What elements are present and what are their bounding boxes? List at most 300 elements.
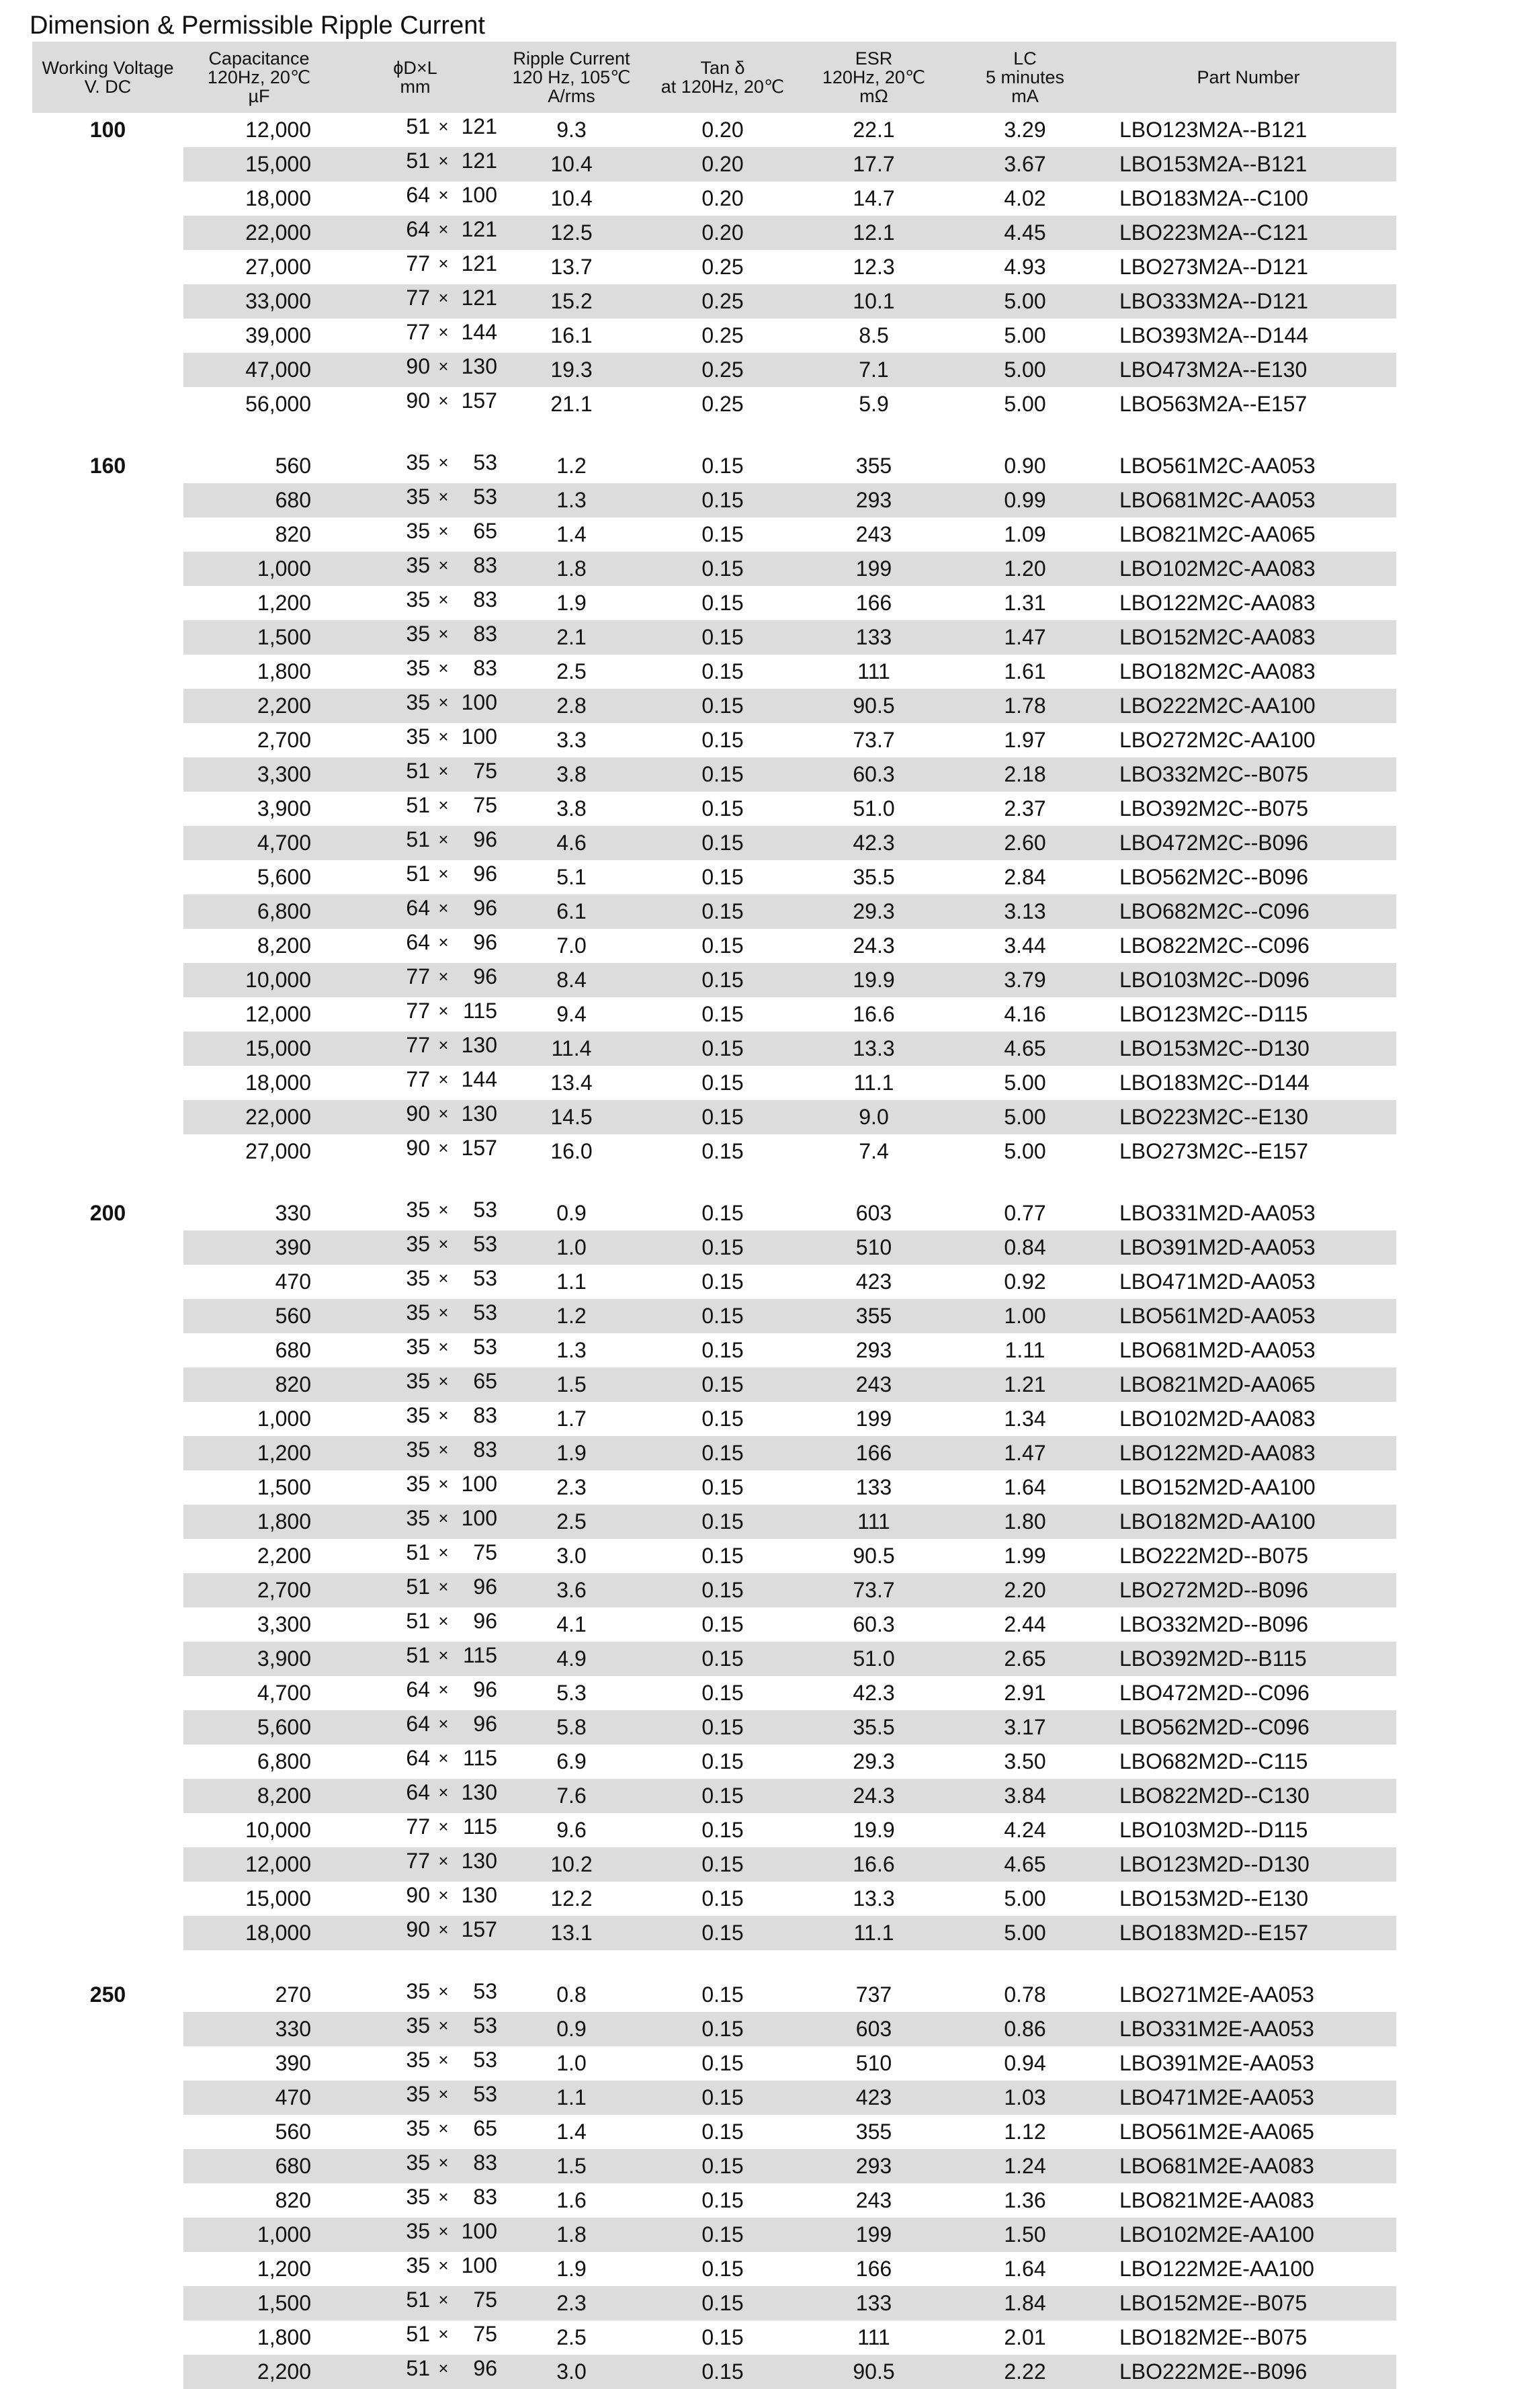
esr-cell: 10.1 bbox=[798, 284, 949, 319]
leakage-current-cell: 5.00 bbox=[949, 1916, 1101, 1950]
table-row bbox=[32, 353, 1396, 387]
tan-delta-cell: 0.15 bbox=[701, 591, 744, 615]
times-symbol: × bbox=[438, 452, 449, 472]
leakage-current-cell: 1.12 bbox=[1004, 2120, 1046, 2144]
ripple-current-cell: 3.0 bbox=[496, 2355, 647, 2389]
working-voltage-cell bbox=[32, 1676, 183, 1710]
dimension-cell bbox=[335, 353, 496, 387]
dimension-cell bbox=[335, 517, 496, 552]
header-line: ESR bbox=[855, 48, 893, 69]
capacitance-cell: 470 bbox=[183, 2081, 335, 2115]
ripple-current-cell: 4.9 bbox=[496, 1642, 647, 1676]
table-row bbox=[32, 963, 1396, 997]
length-value: 75 bbox=[473, 2322, 497, 2346]
working-voltage-cell bbox=[32, 1368, 183, 1402]
capacitance-cell: 18,000 bbox=[245, 1071, 311, 1095]
diameter-value: 35 bbox=[406, 485, 430, 509]
table-row bbox=[32, 757, 1396, 792]
working-voltage-cell bbox=[32, 860, 183, 894]
leakage-current-cell: 3.67 bbox=[949, 147, 1101, 181]
part-number-cell: LBO123M2A--B121 bbox=[1119, 118, 1308, 142]
part-number-cell: LBO681M2C-AA053 bbox=[1101, 483, 1396, 517]
leakage-current-cell: 0.84 bbox=[949, 1230, 1101, 1265]
length-value: 130 bbox=[461, 1101, 497, 1126]
esr-cell: 111 bbox=[857, 2325, 890, 2349]
dimension-value bbox=[395, 1847, 506, 1875]
tan-delta-cell: 0.15 bbox=[701, 1749, 744, 1773]
diameter-value: 35 bbox=[406, 2082, 430, 2106]
table-row bbox=[32, 1368, 1396, 1402]
part-number-cell: LBO332M2D--B096 bbox=[1119, 1612, 1309, 1636]
capacitance-cell: 1,500 bbox=[183, 620, 335, 655]
working-voltage-cell bbox=[32, 2012, 183, 2046]
length-value: 83 bbox=[473, 2185, 497, 2209]
tan-delta-cell: 0.15 bbox=[647, 1368, 798, 1402]
part-number-cell: LBO273M2C--E157 bbox=[1119, 1139, 1309, 1163]
dimension-value bbox=[395, 2081, 506, 2108]
esr-cell: 111 bbox=[857, 659, 890, 683]
dimension-value bbox=[395, 517, 506, 545]
length-value: 96 bbox=[473, 930, 497, 954]
capacitance-cell: 1,000 bbox=[183, 2218, 335, 2252]
dimension-value bbox=[395, 2115, 506, 2142]
part-number-cell: LBO332M2C--B075 bbox=[1101, 757, 1396, 792]
table-row bbox=[32, 181, 1396, 216]
esr-cell: 737 bbox=[855, 1982, 892, 2007]
leakage-current-cell: 2.91 bbox=[1004, 1681, 1046, 1705]
part-number-cell: LBO271M2E-AA053 bbox=[1119, 1982, 1314, 2007]
dimension-value bbox=[395, 284, 506, 312]
ripple-current-cell: 9.6 bbox=[556, 1818, 587, 1842]
capacitance-cell: 15,000 bbox=[183, 1032, 335, 1066]
leakage-current-cell: 4.16 bbox=[1004, 1002, 1046, 1026]
part-number-cell: LBO392M2D--B115 bbox=[1101, 1642, 1396, 1676]
capacitance-cell: 330 bbox=[183, 2012, 335, 2046]
capacitance-cell: 6,800 bbox=[257, 1749, 311, 1773]
diameter-value: 35 bbox=[406, 690, 430, 714]
times-symbol: × bbox=[438, 2152, 449, 2173]
tan-delta-cell: 0.15 bbox=[647, 894, 798, 929]
working-voltage-cell bbox=[32, 2046, 183, 2081]
page-title: Dimension & Permissible Ripple Current bbox=[30, 11, 485, 40]
diameter-value: 51 bbox=[406, 827, 430, 851]
ripple-current-cell: 14.5 bbox=[496, 1100, 647, 1134]
esr-cell: 24.3 bbox=[798, 1779, 949, 1813]
esr-cell: 90.5 bbox=[853, 1544, 895, 1568]
ripple-current-cell: 3.8 bbox=[496, 757, 647, 792]
table-row bbox=[32, 620, 1396, 655]
dimension-value bbox=[395, 2183, 506, 2211]
table-row bbox=[32, 1978, 1396, 2012]
diameter-value: 77 bbox=[406, 251, 430, 276]
tan-delta-cell: 0.15 bbox=[647, 757, 798, 792]
diameter-value: 51 bbox=[406, 1540, 430, 1564]
dimension-value bbox=[395, 1368, 506, 1395]
times-symbol: × bbox=[438, 1981, 449, 2001]
table-row bbox=[32, 860, 1396, 894]
ripple-current-cell: 1.4 bbox=[556, 2120, 587, 2144]
esr-cell: 73.7 bbox=[798, 1573, 949, 1607]
part-number-cell: LBO222M2D--B075 bbox=[1119, 1544, 1309, 1568]
table-row bbox=[32, 1745, 1396, 1779]
length-value: 96 bbox=[473, 1575, 497, 1599]
tan-delta-cell: 0.15 bbox=[701, 454, 744, 478]
diameter-value: 51 bbox=[406, 1643, 430, 1667]
esr-cell: 166 bbox=[798, 1436, 949, 1470]
dimension-cell bbox=[335, 2046, 496, 2081]
diameter-value: 35 bbox=[406, 2150, 430, 2175]
ripple-current-cell: 1.1 bbox=[496, 2081, 647, 2115]
length-value: 53 bbox=[473, 1266, 497, 1290]
tan-delta-cell: 0.15 bbox=[701, 659, 744, 683]
dimension-value bbox=[395, 552, 506, 579]
leakage-current-cell: 2.01 bbox=[1004, 2325, 1046, 2349]
diameter-value: 35 bbox=[406, 1979, 430, 2003]
dimension-value bbox=[395, 757, 506, 785]
tan-delta-cell: 0.15 bbox=[701, 1475, 744, 1499]
tan-delta-cell: 0.15 bbox=[701, 796, 744, 821]
dimension-cell bbox=[335, 1134, 496, 1169]
length-value: 115 bbox=[462, 999, 497, 1023]
part-number-cell: LBO103M2D--D115 bbox=[1119, 1818, 1308, 1842]
times-symbol: × bbox=[438, 1405, 449, 1425]
times-symbol: × bbox=[438, 658, 449, 678]
tan-delta-cell: 0.15 bbox=[647, 2012, 798, 2046]
dimension-value bbox=[395, 894, 506, 922]
ripple-current-cell: 1.6 bbox=[556, 2188, 587, 2212]
leakage-current-cell: 3.79 bbox=[949, 963, 1101, 997]
table-row bbox=[32, 1100, 1396, 1134]
part-number-cell: LBO562M2C--B096 bbox=[1119, 865, 1309, 889]
dimension-value bbox=[395, 353, 506, 380]
part-number-cell: LBO472M2C--B096 bbox=[1101, 826, 1396, 860]
dimension-value bbox=[395, 1196, 506, 1224]
diameter-value: 35 bbox=[406, 656, 430, 680]
working-voltage-cell bbox=[32, 181, 183, 216]
working-voltage-cell bbox=[32, 792, 183, 826]
capacitance-cell: 560 bbox=[183, 1299, 335, 1333]
capacitance-cell: 1,500 bbox=[183, 2286, 335, 2320]
capacitance-cell: 820 bbox=[183, 1368, 335, 1402]
dimension-value bbox=[395, 250, 506, 278]
working-voltage-cell bbox=[32, 1265, 183, 1299]
diameter-value: 35 bbox=[406, 450, 430, 474]
diameter-value: 90 bbox=[406, 388, 430, 413]
table-row bbox=[32, 2081, 1396, 2115]
capacitance-cell: 15,000 bbox=[245, 1886, 311, 1911]
diameter-value: 35 bbox=[406, 2116, 430, 2140]
length-value: 96 bbox=[473, 2356, 497, 2380]
table-header bbox=[32, 42, 1396, 113]
part-number-cell: LBO682M2D--C115 bbox=[1119, 1749, 1308, 1773]
esr-cell: 16.6 bbox=[853, 1002, 895, 1026]
times-symbol: × bbox=[438, 1782, 449, 1802]
table-row bbox=[32, 449, 1396, 483]
dimension-cell bbox=[335, 1299, 496, 1333]
ripple-current-cell: 1.2 bbox=[496, 1299, 647, 1333]
ripple-current-cell: 8.4 bbox=[496, 963, 647, 997]
working-voltage-cell bbox=[32, 1607, 183, 1642]
tan-delta-cell: 0.15 bbox=[701, 1269, 744, 1294]
header-line: 5 minutes bbox=[985, 67, 1065, 87]
times-symbol: × bbox=[438, 1542, 449, 1562]
esr-cell: 12.1 bbox=[798, 216, 949, 250]
length-value: 121 bbox=[461, 217, 497, 241]
tan-delta-cell: 0.15 bbox=[701, 1544, 744, 1568]
dimension-cell bbox=[335, 2081, 496, 2115]
dimension-value bbox=[395, 620, 506, 648]
working-voltage-cell bbox=[32, 723, 183, 757]
working-voltage-cell bbox=[32, 216, 183, 250]
table-row bbox=[32, 1230, 1396, 1265]
capacitance-cell: 22,000 bbox=[183, 1100, 335, 1134]
ripple-current-cell: 0.9 bbox=[556, 1201, 587, 1225]
table-row bbox=[32, 894, 1396, 929]
esr-cell: 355 bbox=[855, 454, 892, 478]
leakage-current-cell: 3.84 bbox=[949, 1779, 1101, 1813]
ripple-current-cell: 9.3 bbox=[556, 118, 587, 142]
capacitance-cell: 3,900 bbox=[257, 796, 311, 821]
dimension-value bbox=[395, 113, 506, 140]
working-voltage-cell bbox=[32, 1470, 183, 1505]
diameter-value: 35 bbox=[406, 2185, 430, 2209]
part-number-cell: LBO821M2C-AA065 bbox=[1119, 522, 1316, 546]
table-row bbox=[32, 552, 1396, 586]
dimension-cell bbox=[335, 1539, 496, 1573]
dimension-value bbox=[395, 1882, 506, 1909]
tan-delta-cell: 0.15 bbox=[647, 1100, 798, 1134]
leakage-current-cell: 4.45 bbox=[949, 216, 1101, 250]
table-row bbox=[32, 1916, 1396, 1950]
leakage-current-cell: 1.20 bbox=[949, 552, 1101, 586]
dimension-value bbox=[395, 1745, 506, 1772]
diameter-value: 35 bbox=[406, 1198, 430, 1222]
ripple-current-table bbox=[32, 42, 1396, 2389]
dimension-cell bbox=[335, 1402, 496, 1436]
part-number-cell: LBO562M2D--C096 bbox=[1101, 1710, 1396, 1745]
tan-delta-cell: 0.15 bbox=[701, 2257, 744, 2281]
esr-cell: 243 bbox=[798, 1368, 949, 1402]
length-value: 96 bbox=[473, 1609, 497, 1633]
diameter-value: 51 bbox=[406, 149, 430, 173]
tan-delta-cell: 0.15 bbox=[701, 865, 744, 889]
tan-delta-cell: 0.15 bbox=[701, 728, 744, 752]
part-number-cell: LBO473M2A--E130 bbox=[1101, 353, 1396, 387]
length-value: 96 bbox=[473, 827, 497, 851]
diameter-value: 51 bbox=[406, 793, 430, 817]
capacitance-cell: 2,200 bbox=[183, 689, 335, 723]
leakage-current-cell: 3.44 bbox=[1004, 933, 1046, 958]
times-symbol: × bbox=[438, 2187, 449, 2207]
working-voltage-cell bbox=[32, 2286, 183, 2320]
dimension-value bbox=[395, 1134, 506, 1162]
length-value: 96 bbox=[473, 1712, 497, 1736]
times-symbol: × bbox=[438, 151, 449, 171]
esr-cell: 42.3 bbox=[853, 1681, 895, 1705]
leakage-current-cell: 1.03 bbox=[949, 2081, 1101, 2115]
ripple-current-cell: 3.0 bbox=[556, 1544, 587, 1568]
part-number-cell: LBO122M2C-AA083 bbox=[1119, 591, 1316, 615]
length-value: 53 bbox=[473, 450, 497, 474]
leakage-current-cell: 2.84 bbox=[1004, 865, 1046, 889]
working-voltage-cell bbox=[32, 997, 183, 1032]
working-voltage-cell bbox=[32, 319, 183, 353]
diameter-value: 35 bbox=[406, 1232, 430, 1256]
table-row bbox=[32, 2355, 1396, 2389]
part-number-cell: LBO821M2E-AA083 bbox=[1119, 2188, 1314, 2212]
part-number-cell: LBO331M2E-AA053 bbox=[1101, 2012, 1396, 2046]
part-number-cell: LBO102M2D-AA083 bbox=[1119, 1407, 1316, 1431]
table-row bbox=[32, 1813, 1396, 1847]
length-value: 65 bbox=[473, 2116, 497, 2140]
ripple-current-cell: 2.1 bbox=[496, 620, 647, 655]
dimension-value bbox=[395, 723, 506, 751]
table-row bbox=[32, 1265, 1396, 1299]
diameter-value: 64 bbox=[406, 1746, 430, 1770]
times-symbol: × bbox=[438, 288, 449, 308]
part-number-cell: LBO222M2C-AA100 bbox=[1101, 689, 1396, 723]
table-row bbox=[32, 792, 1396, 826]
ripple-current-cell: 13.7 bbox=[550, 255, 593, 279]
tan-delta-cell: 0.15 bbox=[647, 2149, 798, 2183]
times-symbol: × bbox=[438, 185, 449, 205]
dimension-cell bbox=[335, 963, 496, 997]
table-row bbox=[32, 997, 1396, 1032]
times-symbol: × bbox=[438, 726, 449, 747]
diameter-value: 35 bbox=[406, 1403, 430, 1427]
table-row bbox=[32, 147, 1396, 181]
leakage-current-cell: 0.77 bbox=[1004, 1201, 1046, 1225]
working-voltage-cell bbox=[32, 2149, 183, 2183]
length-value: 75 bbox=[473, 793, 497, 817]
diameter-value: 77 bbox=[406, 1849, 430, 1873]
dimension-cell bbox=[335, 2286, 496, 2320]
leakage-current-cell: 5.00 bbox=[949, 284, 1101, 319]
dimension-cell bbox=[335, 1710, 496, 1745]
part-number-cell: LBO821M2D-AA065 bbox=[1101, 1368, 1396, 1402]
capacitance-cell: 1,200 bbox=[183, 1436, 335, 1470]
part-number-cell: LBO153M2A--B121 bbox=[1101, 147, 1396, 181]
dimension-cell bbox=[335, 1066, 496, 1100]
esr-cell: 13.3 bbox=[853, 1886, 895, 1911]
tan-delta-cell: 0.15 bbox=[647, 1847, 798, 1882]
dimension-value bbox=[395, 1100, 506, 1128]
header-line: LC bbox=[1013, 48, 1037, 69]
capacitance-cell: 8,200 bbox=[257, 933, 311, 958]
dimension-cell bbox=[335, 894, 496, 929]
leakage-current-cell: 1.09 bbox=[1004, 522, 1046, 546]
capacitance-cell: 330 bbox=[275, 1201, 311, 1225]
tan-delta-cell: 0.15 bbox=[647, 1573, 798, 1607]
dimension-value bbox=[395, 997, 506, 1025]
ripple-current-cell: 1.7 bbox=[556, 1407, 587, 1431]
part-number-cell: LBO123M2D--D130 bbox=[1101, 1847, 1396, 1882]
times-symbol: × bbox=[438, 2084, 449, 2104]
dimension-cell bbox=[335, 826, 496, 860]
dimension-cell bbox=[335, 216, 496, 250]
diameter-value: 35 bbox=[406, 1300, 430, 1325]
tan-delta-cell: 0.15 bbox=[701, 2188, 744, 2212]
ripple-current-cell: 2.8 bbox=[496, 689, 647, 723]
times-symbol: × bbox=[438, 1919, 449, 1939]
dimension-cell bbox=[335, 147, 496, 181]
capacitance-cell: 12,000 bbox=[245, 118, 311, 142]
dimension-value bbox=[395, 449, 506, 476]
working-voltage-cell bbox=[32, 1066, 183, 1100]
times-symbol: × bbox=[438, 1679, 449, 1700]
leakage-current-cell: 1.78 bbox=[949, 689, 1101, 723]
esr-cell: 133 bbox=[855, 1475, 892, 1499]
leakage-current-cell: 1.97 bbox=[1004, 728, 1046, 752]
dimension-cell bbox=[335, 2320, 496, 2355]
leakage-current-cell: 1.64 bbox=[1004, 1475, 1046, 1499]
ripple-current-cell: 2.5 bbox=[556, 659, 587, 683]
diameter-value: 35 bbox=[406, 1437, 430, 1462]
part-number-cell: LBO103M2C--D096 bbox=[1101, 963, 1396, 997]
dimension-value bbox=[395, 1676, 506, 1704]
dimension-cell bbox=[335, 723, 496, 757]
capacitance-cell: 680 bbox=[183, 483, 335, 517]
tan-delta-cell: 0.20 bbox=[701, 186, 744, 210]
tan-delta-cell: 0.15 bbox=[647, 1916, 798, 1950]
times-symbol: × bbox=[438, 829, 449, 849]
length-value: 121 bbox=[461, 286, 497, 310]
leakage-current-cell: 1.36 bbox=[1004, 2188, 1046, 2212]
esr-cell: 199 bbox=[798, 552, 949, 586]
capacitance-cell: 1,800 bbox=[257, 659, 311, 683]
length-value: 83 bbox=[473, 622, 497, 646]
part-number-cell: LBO222M2E--B096 bbox=[1101, 2355, 1396, 2389]
part-number-cell: LBO183M2D--E157 bbox=[1101, 1916, 1396, 1950]
length-value: 121 bbox=[461, 251, 497, 276]
times-symbol: × bbox=[438, 1337, 449, 1357]
table-row bbox=[32, 1333, 1396, 1368]
dimension-cell bbox=[335, 860, 496, 894]
length-value: 130 bbox=[461, 1883, 497, 1907]
header-line: Part Number bbox=[1197, 67, 1300, 87]
leakage-current-cell: 0.92 bbox=[1004, 1269, 1046, 1294]
esr-cell: 16.6 bbox=[798, 1847, 949, 1882]
tan-delta-cell: 0.25 bbox=[701, 323, 744, 347]
capacitance-cell: 470 bbox=[275, 1269, 311, 1294]
diameter-value: 51 bbox=[406, 114, 430, 138]
leakage-current-cell: 0.90 bbox=[1004, 454, 1046, 478]
working-voltage-cell bbox=[32, 552, 183, 586]
dimension-cell bbox=[335, 1573, 496, 1607]
capacitance-cell: 1,000 bbox=[183, 552, 335, 586]
esr-cell: 293 bbox=[798, 2149, 949, 2183]
diameter-value: 35 bbox=[406, 2253, 430, 2277]
header-line: Ripple Current bbox=[513, 48, 630, 69]
times-symbol: × bbox=[438, 1103, 449, 1124]
table-row bbox=[32, 2149, 1396, 2183]
dimension-cell bbox=[335, 757, 496, 792]
tan-delta-cell: 0.15 bbox=[647, 1436, 798, 1470]
group-spacer-row bbox=[32, 1169, 1396, 1196]
capacitance-cell: 2,200 bbox=[257, 1544, 311, 1568]
leakage-current-cell: 3.29 bbox=[1004, 118, 1046, 142]
header-line: Working Voltage bbox=[42, 58, 174, 78]
tan-delta-cell: 0.15 bbox=[701, 2120, 744, 2144]
diameter-value: 77 bbox=[406, 1814, 430, 1839]
diameter-value: 35 bbox=[406, 2219, 430, 2243]
times-symbol: × bbox=[438, 390, 449, 411]
header-line: at 120Hz, 20℃ bbox=[660, 77, 785, 97]
table-row bbox=[32, 113, 1396, 147]
dimension-cell bbox=[335, 1779, 496, 1813]
diameter-value: 77 bbox=[406, 320, 430, 344]
leakage-current-cell: 1.50 bbox=[949, 2218, 1101, 2252]
